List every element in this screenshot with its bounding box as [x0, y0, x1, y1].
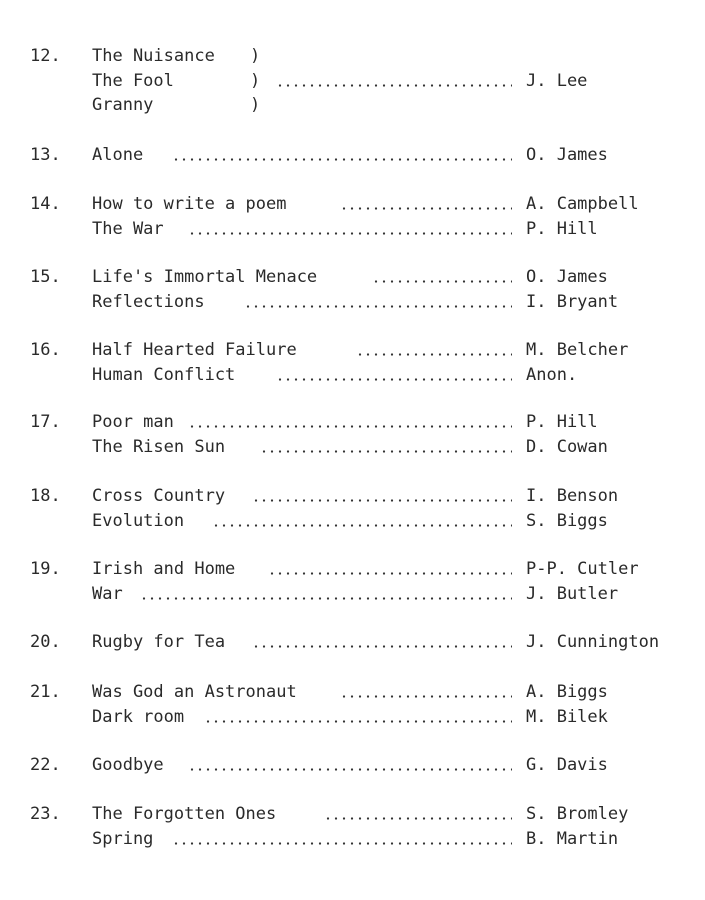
- leader-dots: [188, 768, 512, 771]
- leader-dots: [356, 353, 512, 356]
- bracket: ): [250, 70, 261, 91]
- entry-title: Granny: [92, 95, 154, 115]
- entry-number: 18.: [30, 486, 61, 506]
- entry-title: The Risen Sun: [92, 436, 226, 457]
- entry-title: How to write a poem: [92, 194, 287, 214]
- contents-entry: [0, 557, 705, 606]
- entry-number: 22.: [30, 755, 61, 775]
- entry-author: M. Bilek: [526, 706, 608, 727]
- contents-entry: [0, 143, 705, 168]
- contents-entry: [0, 265, 705, 314]
- entry-title: Evolution: [92, 510, 185, 531]
- leader-dots: [276, 378, 512, 381]
- entry-title: Rugby for Tea: [92, 632, 226, 652]
- entry-title: Goodbye: [92, 755, 164, 775]
- leader-dots: [244, 305, 512, 308]
- leader-dots: [324, 817, 512, 820]
- leader-dots: [372, 280, 512, 283]
- entry-title: War: [92, 583, 123, 604]
- bracket: ): [250, 46, 261, 66]
- entry-number: 20.: [30, 632, 61, 652]
- entry-author: P. Hill: [526, 412, 598, 432]
- entry-author: B. Martin: [526, 828, 619, 849]
- entry-title: Irish and Home: [92, 559, 236, 579]
- entry-number: 15.: [30, 267, 61, 287]
- entry-author: I. Benson: [526, 486, 619, 506]
- entry-title: Life's Immortal Menace: [92, 267, 318, 287]
- contents-entry: [0, 680, 705, 729]
- leader-dots: [188, 425, 512, 428]
- contents-entry: [0, 802, 705, 851]
- entry-title: Poor man: [92, 412, 174, 432]
- entry-author: J. Lee: [526, 70, 588, 91]
- entry-number: 19.: [30, 559, 61, 579]
- entry-number: 16.: [30, 340, 61, 360]
- entry-author: P. Hill: [526, 218, 598, 239]
- entry-title: The Fool: [92, 70, 174, 91]
- entry-author: D. Cowan: [526, 436, 608, 457]
- leader-dots: [340, 695, 512, 698]
- entry-author: O. James: [526, 145, 608, 165]
- entry-title: Half Hearted Failure: [92, 340, 297, 360]
- leader-dots: [252, 499, 512, 502]
- entry-title: The Nuisance: [92, 46, 215, 66]
- entry-author: M. Belcher: [526, 340, 629, 360]
- entry-title: Cross Country: [92, 486, 226, 506]
- entry-title: Was God an Astronaut: [92, 682, 297, 702]
- contents-entry: [0, 484, 705, 533]
- entry-number: 23.: [30, 804, 61, 824]
- leader-dots: [340, 207, 512, 210]
- contents-entry: [0, 338, 705, 387]
- entry-author: A. Campbell: [526, 194, 639, 214]
- contents-entry: [0, 753, 705, 778]
- leader-dots: [268, 572, 512, 575]
- entry-title: Alone: [92, 145, 144, 165]
- entry-author: A. Biggs: [526, 682, 608, 702]
- leader-dots: [276, 84, 512, 87]
- leader-dots: [252, 645, 512, 648]
- entry-author: O. James: [526, 267, 608, 287]
- entry-title: Spring: [92, 828, 154, 849]
- entry-author: P-P. Cutler: [526, 559, 639, 579]
- entry-number: 13.: [30, 145, 61, 165]
- entry-number: 14.: [30, 194, 61, 214]
- leader-dots: [172, 158, 512, 161]
- contents-entry: [0, 192, 705, 241]
- leader-dots: [172, 842, 512, 845]
- entry-author: Anon.: [526, 364, 578, 385]
- contents-entry: [0, 410, 705, 459]
- leader-dots: [140, 597, 512, 600]
- contents-entry: [0, 630, 705, 655]
- leader-dots: [212, 524, 512, 527]
- entry-title: Reflections: [92, 291, 205, 312]
- entry-title: The Forgotten Ones: [92, 804, 277, 824]
- contents-entry: [0, 44, 705, 118]
- entry-number: 21.: [30, 682, 61, 702]
- entry-author: S. Biggs: [526, 510, 608, 531]
- entry-number: 17.: [30, 412, 61, 432]
- leader-dots: [188, 232, 512, 235]
- entry-author: I. Bryant: [526, 291, 619, 312]
- leader-dots: [260, 450, 512, 453]
- entry-author: S. Bromley: [526, 804, 629, 824]
- entry-title: The War: [92, 218, 164, 239]
- entry-title: Human Conflict: [92, 364, 236, 385]
- entry-author: J. Butler: [526, 583, 619, 604]
- leader-dots: [204, 720, 512, 723]
- entry-number: 12.: [30, 46, 61, 66]
- bracket: ): [250, 95, 261, 115]
- entry-author: G. Davis: [526, 755, 608, 775]
- entry-author: J. Cunnington: [526, 632, 660, 652]
- entry-title: Dark room: [92, 706, 185, 727]
